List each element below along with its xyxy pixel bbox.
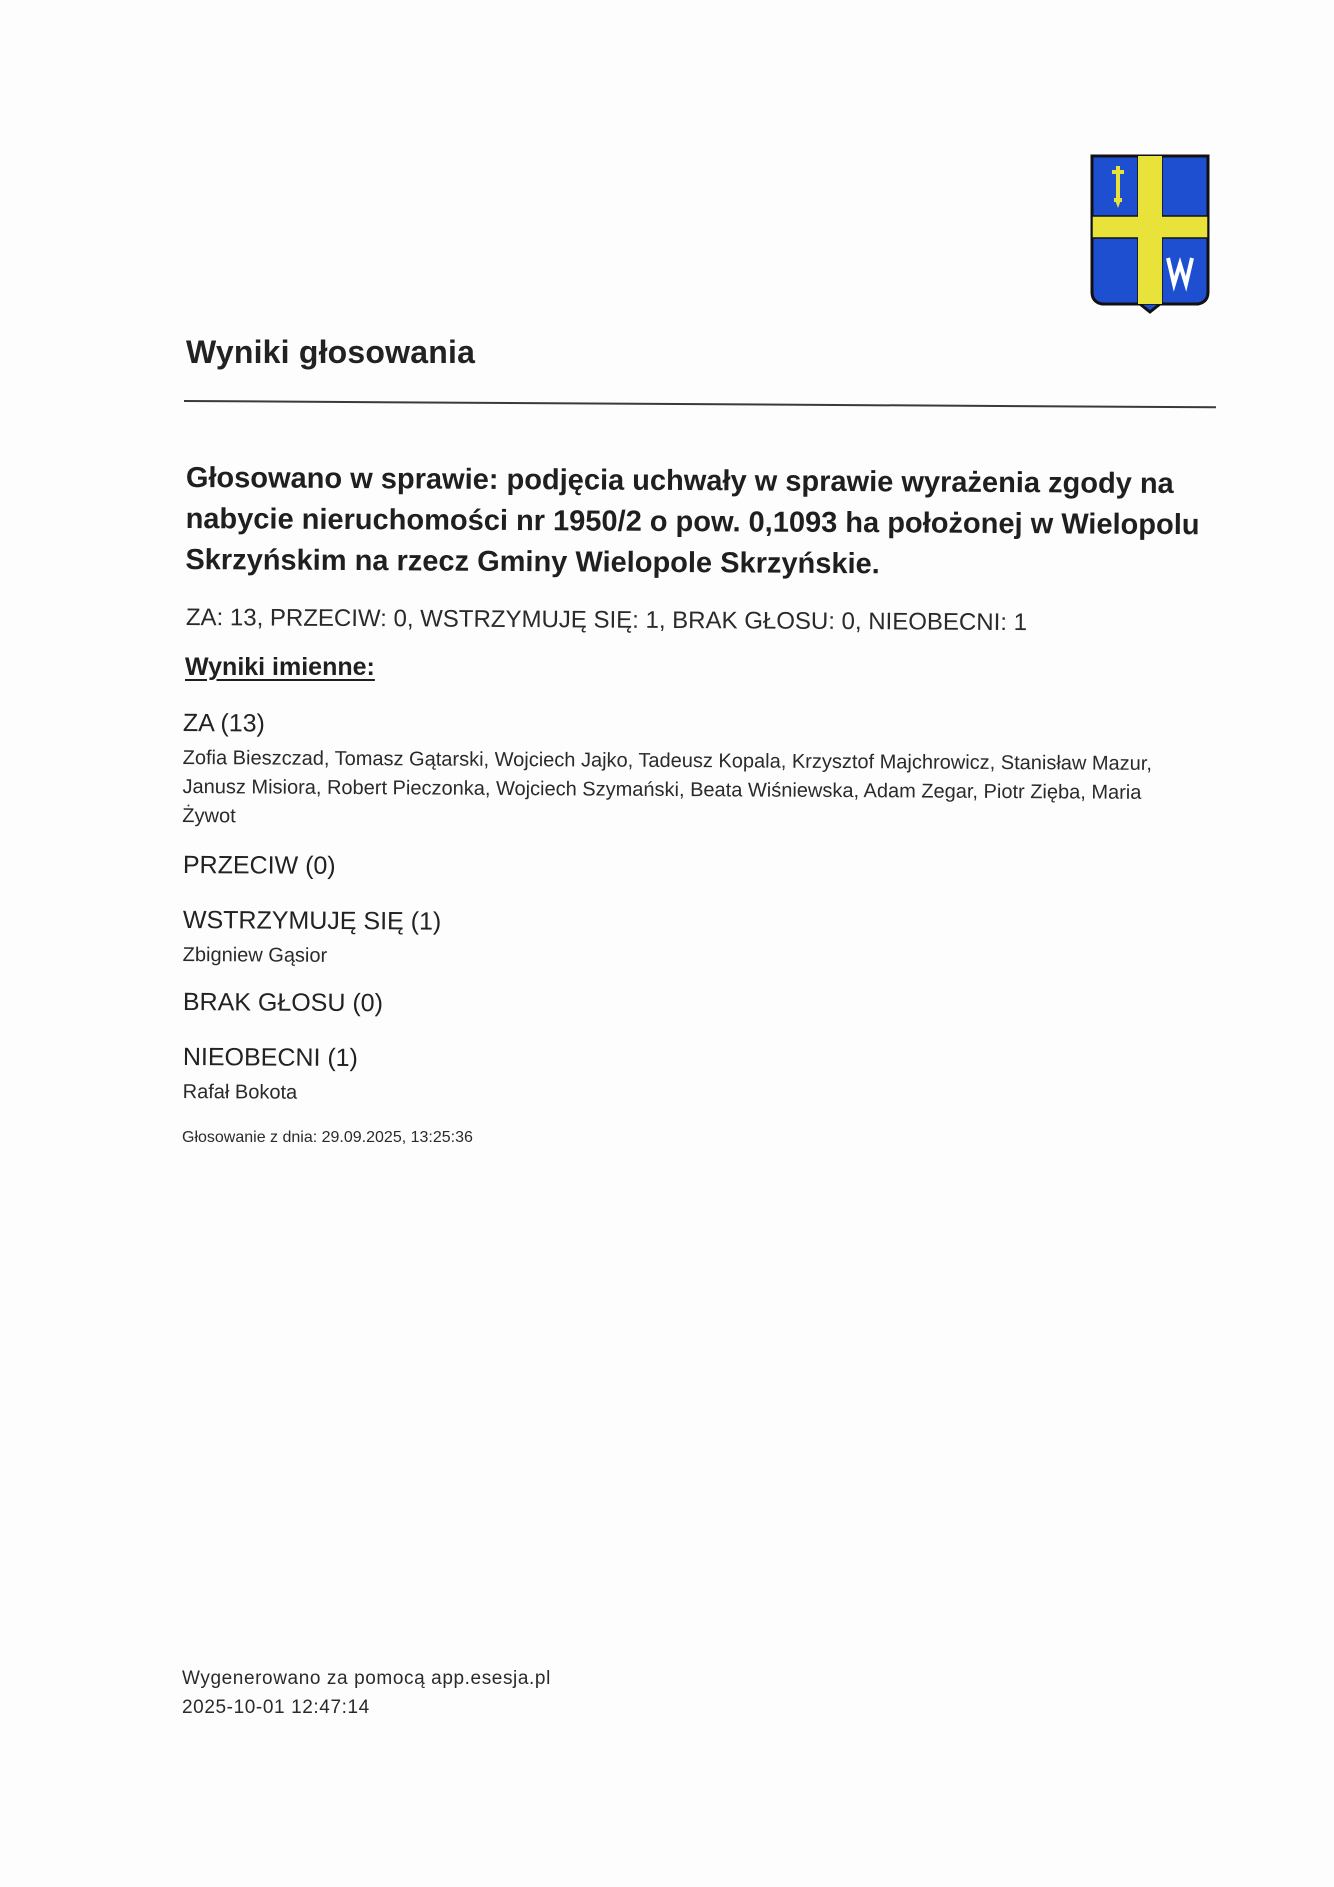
- vote-group-names: Rafał Bokota: [182, 1080, 298, 1104]
- vote-group-against: [183, 851, 336, 887]
- vote-summary: ZA: 13, PRZECIW: 0, WSTRZYMUJĘ SIĘ: 1, BRAK GŁOSU: 0, NIEOBECNI: 1: [185, 604, 1028, 637]
- vote-group-names: Zbigniew Gąsior: [182, 943, 328, 967]
- vote-group-label: PRZECIW (0): [182, 851, 336, 880]
- vote-group-abstain: [183, 906, 1183, 976]
- vote-group-label: BRAK GŁOSU (0): [182, 988, 384, 1018]
- generated-by-text: Wygenerowano za pomocą app.esesja.pl: [182, 1668, 551, 1689]
- generation-footer: [182, 1664, 551, 1722]
- vote-group-absent: [183, 1043, 1183, 1113]
- vote-subject: Głosowano w sprawie: podjęcia uchwały w sprawie wyrażenia zgody na nabycie nieruchomości nr 1950/2 o pow. 0,1093 ha położonej w Wielopolu Skrzyńskim na rzecz Gminy Wielopole Skrzyńskie.: [185, 461, 1200, 581]
- generated-at-text: 2025-10-01 12:47:14: [182, 1697, 370, 1718]
- vote-group-label: NIEOBECNI (1): [182, 1043, 359, 1073]
- title-divider: [184, 400, 1216, 408]
- page-title: Wyniki głosowania: [186, 334, 476, 370]
- vote-group-label: ZA (13): [182, 709, 265, 738]
- vote-group-no-vote: [183, 988, 383, 1024]
- named-results-heading: Wyniki imienne:: [185, 653, 375, 681]
- vote-timestamp: Głosowanie z dnia: 29.09.2025, 13:25:36: [182, 1129, 473, 1146]
- coat-of-arms-icon: [1088, 152, 1212, 314]
- vote-group-names: Zofia Bieszczad, Tomasz Gątarski, Wojciech Jajko, Tadeusz Kopala, Krzysztof Majchrowicz, Stanisław Mazur, Janusz Misiora, Robert Pieczonka, Wojciech Szymański, Beata Wiśniewska, Adam Zegar, Piotr Zięba, Maria Żywot: [182, 746, 1153, 828]
- vote-group-label: WSTRZYMUJĘ SIĘ (1): [182, 906, 442, 936]
- vote-group-for: [182, 709, 1183, 837]
